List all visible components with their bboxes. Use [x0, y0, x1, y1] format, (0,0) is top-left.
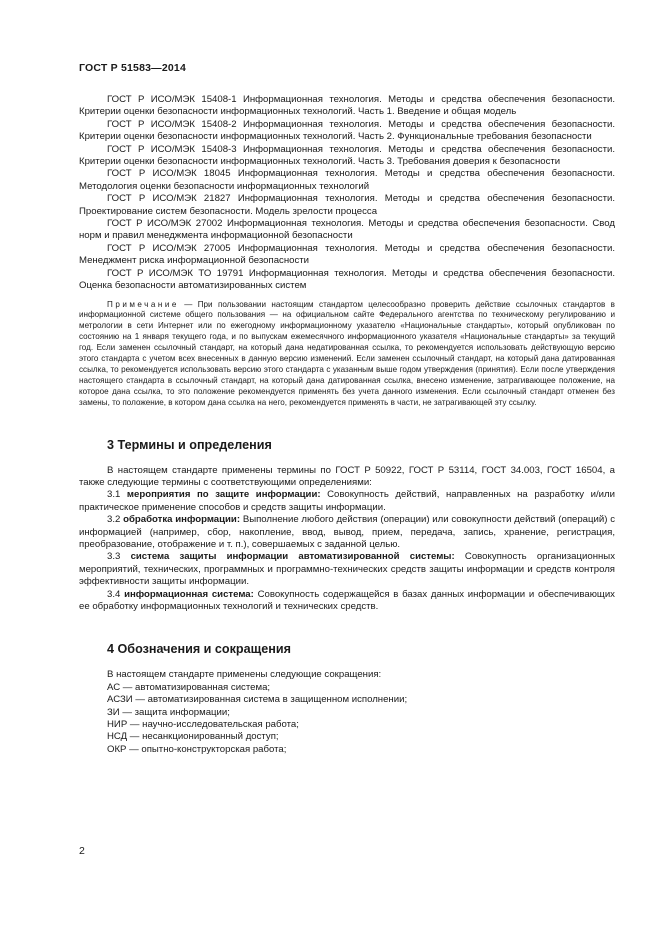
term-number: 3.3 [107, 551, 121, 563]
section-4-intro: В настоящем стандарте применены следующие сокращения: [107, 669, 382, 681]
term-name: мероприятия по защите информации: [126, 489, 321, 501]
term-number: 3.4 [107, 588, 121, 600]
note-label: Примечание [107, 299, 179, 309]
abbreviation-item: НСД — несанкционированный доступ; [107, 731, 279, 743]
term-definition [79, 589, 615, 614]
page-number: 2 [79, 845, 85, 857]
reference-item: ГОСТ Р ИСО/МЭК 27005 Информационная технология. Методы и средства обеспечения безопасности. Менеджмент риска информационной безопасности [79, 242, 615, 267]
term-name: обработка информации: [123, 514, 241, 526]
term-name: информационная система: [124, 588, 254, 600]
note-text: — При пользовании настоящим стандартом целесообразно проверить действие ссылочных стандартов в информационной системе общего пользования — на официальном сайте Федерального агентства по техническому регулированию и метрологии в сети Интернет или по ежегодному информационному указателю «Национальные стандарты», который опубликован по состоянию на 1 января текущего года, и по выпускам ежемесячного информационного указателя «Национальные стандарты» за текущий год. Если заменен ссылочный стандарт, на который дана недатированная ссылка, то рекомендуется использовать действующую версию этого стандарта с учетом всех внесенных в данную версию изменений. Если заменен ссылочный стандарт, на который дана датированная ссылка, то рекомендуется использовать версию этого стандарта с указанным выше годом утверждения (принятия). Если после утверждения настоящего стандарта в ссылочный стандарт, на который дана датированная ссылка, внесено изменение, затрагивающее положение, на которое дана ссылка, то это положение рекомендуется применять без учета данного изменения. Если ссылочный стандарт отменен без замены, то положение, в котором дана ссылка на него, рекомендуется применять в части, не затрагивающей эту ссылку. [79, 299, 615, 407]
section-4-title: 4 Обозначения и сокращения [107, 642, 291, 657]
reference-item: ГОСТ Р ИСО/МЭК 15408-3 Информационная технология. Методы и средства обеспечения безопасности. Критерии оценки безопасности информационных технологий. Часть 3. Требования доверия к безопасности [79, 143, 615, 168]
reference-item: ГОСТ Р ИСО/МЭК 18045 Информационная технология. Методы и средства обеспечения безопасности. Методология оценки безопасности информационных технологий [79, 168, 615, 192]
page-content [79, 94, 615, 756]
section-3-title: 3 Термины и определения [107, 437, 272, 452]
abbreviation-item: АСЗИ — автоматизированная система в защищенном исполнении; [107, 694, 408, 706]
page-header: ГОСТ Р 51583—2014 [79, 62, 187, 74]
term-definition [79, 489, 615, 514]
abbreviation-item: НИР — научно-исследовательская работа; [107, 719, 299, 731]
term-text: Совокупность организационных мероприятий, технических, программных и программно-технических средств защиты информации и средств контроля эффективности защиты информации. [79, 551, 616, 588]
reference-item: ГОСТ Р ИСО/МЭК 27002 Информационная технология. Методы и средства обеспечения безопасности. Свод норм и правил менеджмента информационной безопасности [79, 218, 615, 242]
term-number: 3.1 [107, 489, 121, 501]
term-text: Совокупность содержащейся в базах данных информации и обеспечивающих ее обработку информационных технологий и технических средств. [79, 588, 615, 613]
reference-item: ГОСТ Р ИСО/МЭК 21827 Информационная технология. Методы и средства обеспечения безопасности. Проектирование систем безопасности. Модель зрелости процесса [79, 193, 615, 217]
term-text: Совокупность действий, направленных на разработку и/или практическое применение способов и средств защиты информации. [79, 489, 615, 513]
term-definition [79, 551, 615, 588]
reference-item: ГОСТ Р ИСО/МЭК 15408-2 Информационная технология. Методы и средства обеспечения безопасности. Критерии оценки безопасности информационных технологий. Часть 2. Функциональные требования безопасности [79, 118, 615, 143]
term-definition [79, 514, 615, 551]
section-3-intro: В настоящем стандарте применены термины по ГОСТ Р 50922, ГОСТ Р 53114, ГОСТ 34.003, ГОСТ 16504, а также следующие термины с соответствующими определениями: [79, 464, 615, 488]
abbreviation-item: ЗИ — защита информации; [107, 706, 230, 718]
abbreviation-item: ОКР — опытно-конструкторская работа; [107, 743, 287, 755]
term-text: Выполнение любого действия (операции) или совокупности действий (операций) с информацией (например, сбор, накопление, ввод, вывод, прием, передача, запись, хранение, регистрация, преобразование, отображение и т. п.), совершаемых с заданной целью. [79, 514, 616, 550]
normative-references [79, 94, 615, 293]
reference-item: ГОСТ Р ИСО/МЭК 15408-1 Информационная технология. Методы и средства обеспечения безопасности. Критерии оценки безопасности информационных технологий. Часть 1. Введение и общая модель [79, 94, 615, 118]
abbreviation-item: АС — автоматизированная система; [107, 681, 271, 693]
references-note [79, 300, 615, 409]
term-name: система защиты информации автоматизированной системы: [130, 551, 455, 563]
term-number: 3.2 [107, 514, 121, 526]
reference-item: ГОСТ Р ИСО/МЭК ТО 19791 Информационная технология. Методы и средства обеспечения безопасности. Оценка безопасности автоматизированных систем [79, 267, 615, 292]
